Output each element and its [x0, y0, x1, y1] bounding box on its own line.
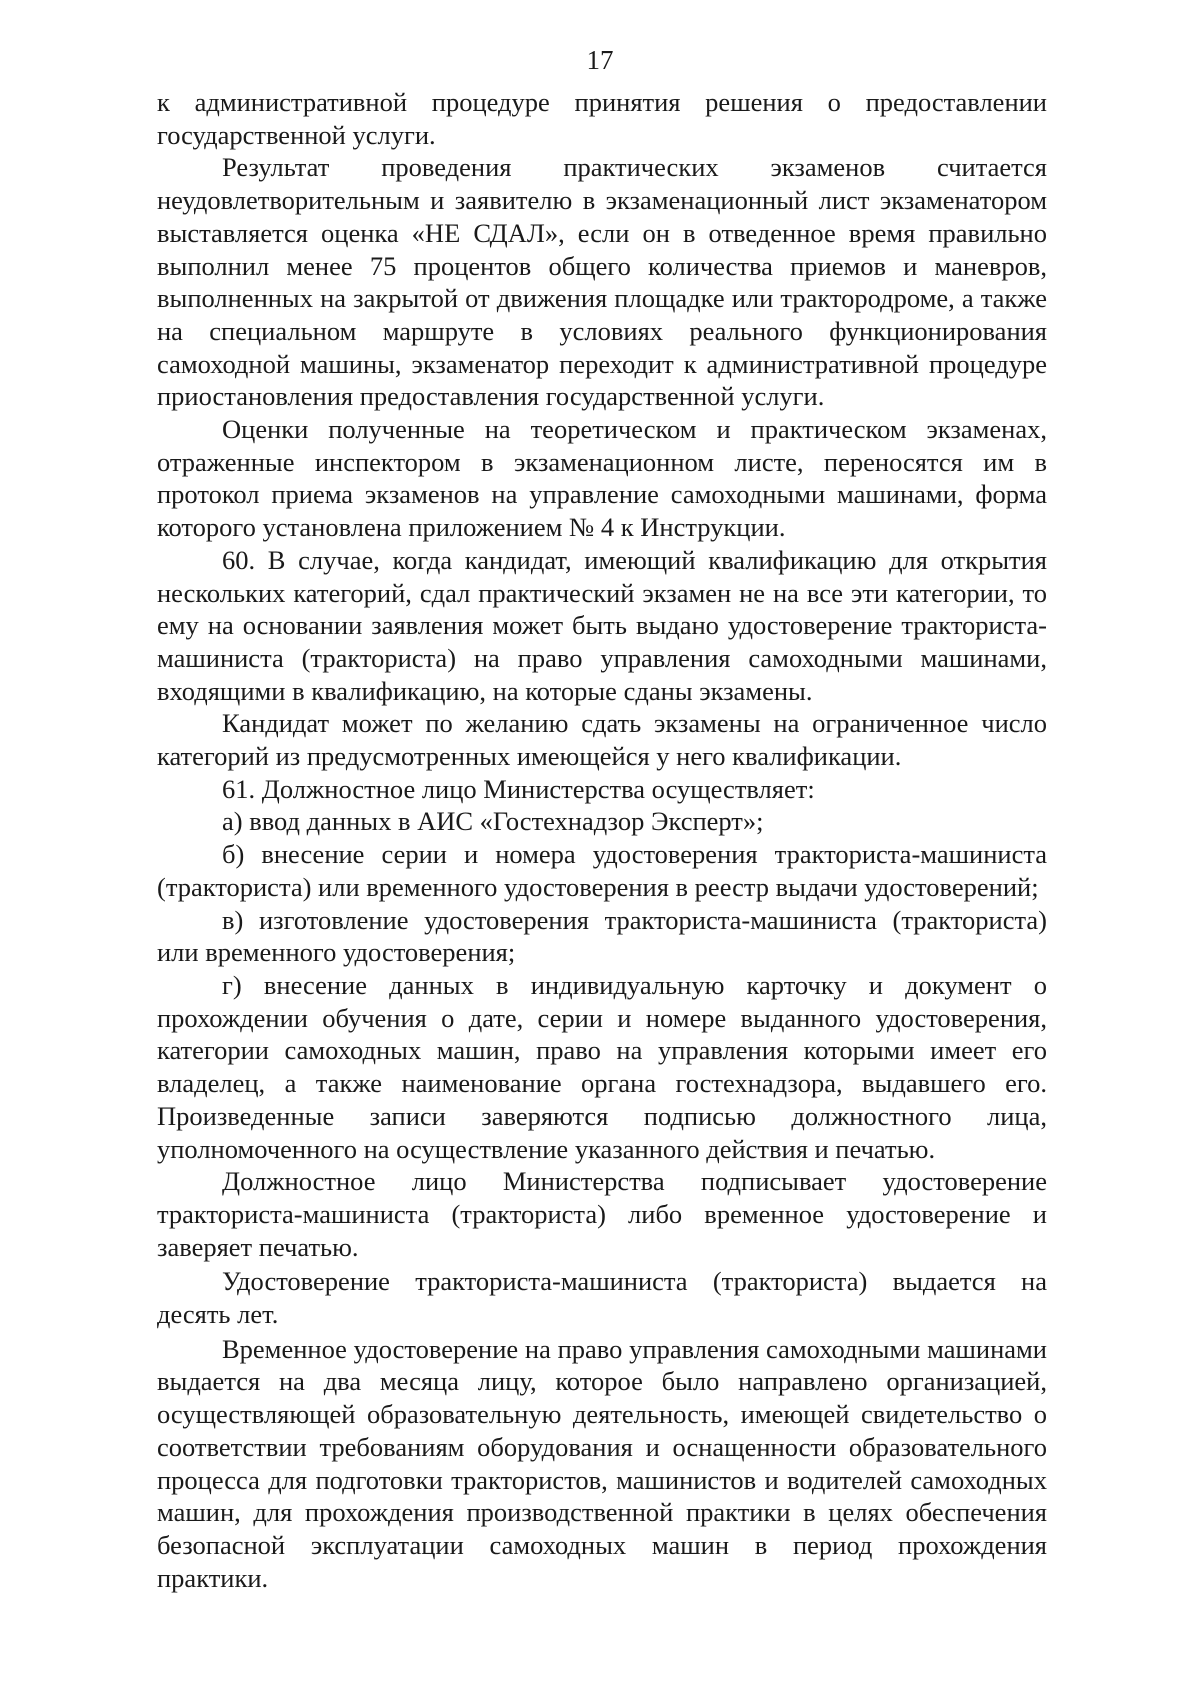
paragraph-continuation: к административной процедуре принятия решения о предоставлении государственной услуги.	[157, 87, 1047, 150]
paragraph-limited-categories: Кандидат может по желанию сдать экзамены на ограниченное число категорий из предусмотренных имеющейся у него квалификации.	[157, 708, 1047, 772]
list-item-v: в) изготовление удостоверения тракториста-машиниста (тракториста) или временного удостоверения;	[157, 904, 1047, 968]
paragraph-exam-result: Результат проведения практических экзаменов считается неудовлетворительным и заявителю в экзаменационный лист экзаменатором выставляется оценка «НЕ СДАЛ», если он в отведенное время правильно выполнил менее 75 процентов общего количества приемов и маневров, выполненных на закрытой от движения площадке или трактородроме, а также на специальном маршруте в условиях реального функционирования самоходной машины, экзаменатор переходит к административной процедуре приостановления предоставления государственной услуги.	[157, 152, 1047, 412]
paragraph-temporary-license: Временное удостоверение на право управления самоходными машинами выдается на два месяца лицу, которое было направлено организацией, осуществляющей образовательную деятельность, имеющей свидетельство о соответствии требованиям оборудования и оснащенности образовательного процесса для подготовки трактористов, машинистов и водителей самоходных машин, для прохождения производственной практики в целях обеспечения безопасной эксплуатации самоходных машин в период прохождения практики.	[157, 1333, 1047, 1593]
paragraph-grades-protocol: Оценки полученные на теоретическом и практическом экзаменах, отраженные инспектором в экзаменационном листе, переносятся им в протокол приема экзаменов на управление самоходными машинами, форма которого установлена приложением № 4 к Инструкции.	[157, 414, 1047, 543]
paragraph-validity-period: Удостоверение тракториста-машиниста (тракториста) выдается на десять лет.	[157, 1266, 1047, 1330]
list-item-a: а) ввод данных в АИС «Гостехнадзор Эксперт»;	[222, 806, 764, 837]
list-item-b: б) внесение серии и номера удостоверения тракториста-машиниста (тракториста) или временного удостоверения в реестр выдачи удостоверений;	[157, 839, 1047, 902]
paragraph-item-60: 60. В случае, когда кандидат, имеющий квалификацию для открытия нескольких категорий, сдал практический экзамен не на все эти категории, то ему на основании заявления может быть выдано удостоверение тракториста-машиниста (тракториста) на право управления самоходными машинами, входящими в квалификацию, на которые сданы экзамены.	[157, 544, 1047, 706]
document-body	[157, 86, 1047, 1594]
list-item-g: г) внесение данных в индивидуальную карточку и документ о прохождении обучения о дате, серии и номере выданного удостоверения, категории самоходных машин, право на управления которыми имеет его владелец, а также наименование органа гостехнадзора, выдавшего его. Произведенные записи заверяются подписью должностного лица, уполномоченного на осуществление указанного действия и печатью.	[157, 969, 1047, 1164]
paragraph-item-61: 61. Должностное лицо Министерства осуществляет:	[222, 773, 815, 804]
page-number: 17	[586, 45, 614, 75]
paragraph-signing: Должностное лицо Министерства подписывает удостоверение тракториста-машиниста (тракториста) либо временное удостоверение и заверяет печатью.	[157, 1166, 1047, 1262]
